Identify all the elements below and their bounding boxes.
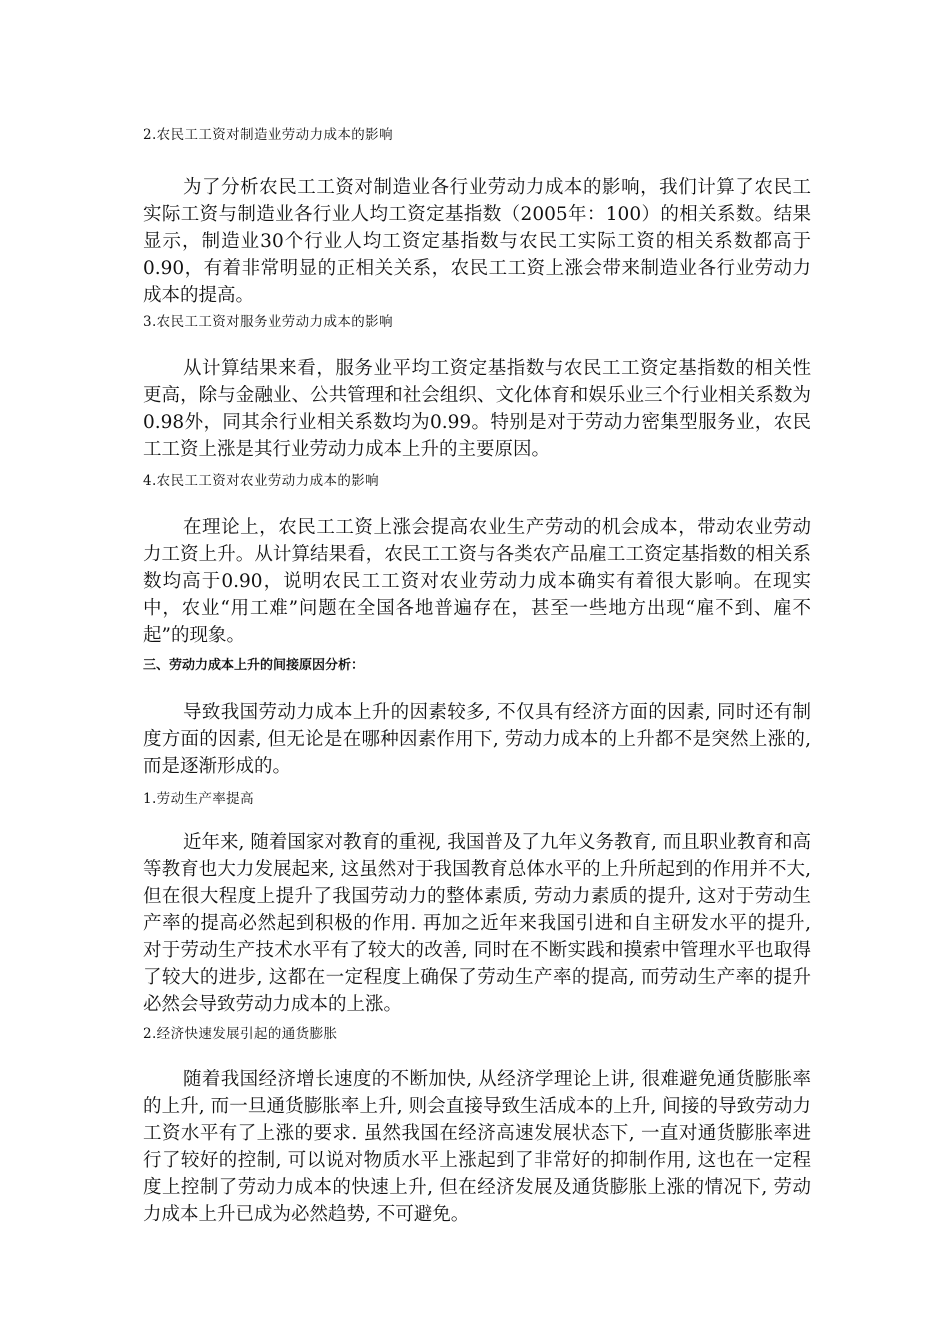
paragraph-inflation: 随着我国经济增长速度的不断加快, 从经济学理论上讲, 很难避免通货膨胀率的上升, 而一旦通货膨胀率上升, 则会直接导致生活成本的上升, 间接的导致劳动力工资水平有了上涨的要求. 虽然我国在经济高速发展状态下, 一直对通货膨胀率进行了较好的控制, 可以说对物质水平上涨起到了非常好的抑制作用, 这也在一定程度上控制了劳动力成本的快速上升, 但在经济发展及通货膨胀上涨的情况下, 劳动力成本上升已成为必然趋势, 不可避免。: [143, 1069, 811, 1225]
section-heading-indirect-causes: 三、劳动力成本上升的间接原因分析：: [143, 658, 365, 673]
section-heading-productivity: 1.劳动生产率提高: [143, 791, 254, 807]
paragraph-services: 从计算结果来看，服务业平均工资定基指数与农民工工资定基指数的相关性更高，除与金融业、公共管理和社会组织、文化体育和娱乐业三个行业相关系数为0.98外，同其余行业相关系数均为0.99。特别是对于劳动力密集型服务业，农民工工资上涨是其行业劳动力成本上升的主要原因。: [143, 358, 811, 460]
section-heading-manufacturing: 2.农民工工资对制造业劳动力成本的影响: [143, 127, 393, 143]
paragraph-indirect-causes: 导致我国劳动力成本上升的因素较多, 不仅具有经济方面的因素, 同时还有制度方面的因素, 但无论是在哪种因素作用下, 劳动力成本的上升都不是突然上涨的, 而是逐渐形成的。: [143, 702, 811, 777]
section-heading-inflation: 2.经济快速发展引起的通货膨胀: [143, 1026, 338, 1042]
section-heading-services: 3.农民工工资对服务业劳动力成本的影响: [143, 314, 393, 330]
section-heading-agriculture: 4.农民工工资对农业劳动力成本的影响: [143, 473, 380, 489]
paragraph-manufacturing: 为了分析农民工工资对制造业各行业劳动力成本的影响，我们计算了农民工实际工资与制造业各行业人均工资定基指数（2005年：100）的相关系数。结果显示，制造业30个行业人均工资定基指数与农民工实际工资的相关系数都高于0.90，有着非常明显的正相关关系，农民工工资上涨会带来制造业各行业劳动力成本的提高。: [143, 177, 811, 306]
paragraph-productivity: 近年来, 随着国家对教育的重视, 我国普及了九年义务教育, 而且职业教育和高等教育也大力发展起来, 这虽然对于我国教育总体水平的上升所起到的作用并不大, 但在很大程度上提升了我国劳动力的整体素质, 劳动力素质的提升, 这对于劳动生产率的提高必然起到积极的作用. 再加之近年来我国引进和自主研发水平的提升, 对于劳动生产技术水平有了较大的改善, 同时在不断实践和摸索中管理水平也取得了较大的进步, 这都在一定程度上确保了劳动生产率的提高, 而劳动生产率的提升必然会导致劳动力成本的上涨。: [143, 832, 811, 1015]
paragraph-agriculture: 在理论上，农民工工资上涨会提高农业生产劳动的机会成本，带动农业劳动力工资上升。从计算结果看，农民工工资与各类农产品雇工工资定基指数的相关系数均高于0.90，说明农民工工资对农业劳动力成本确实有着很大影响。在现实中，农业“用工难”问题在全国各地普遍存在，甚至一些地方出现“雇不到、雇不起”的现象。: [143, 517, 811, 646]
